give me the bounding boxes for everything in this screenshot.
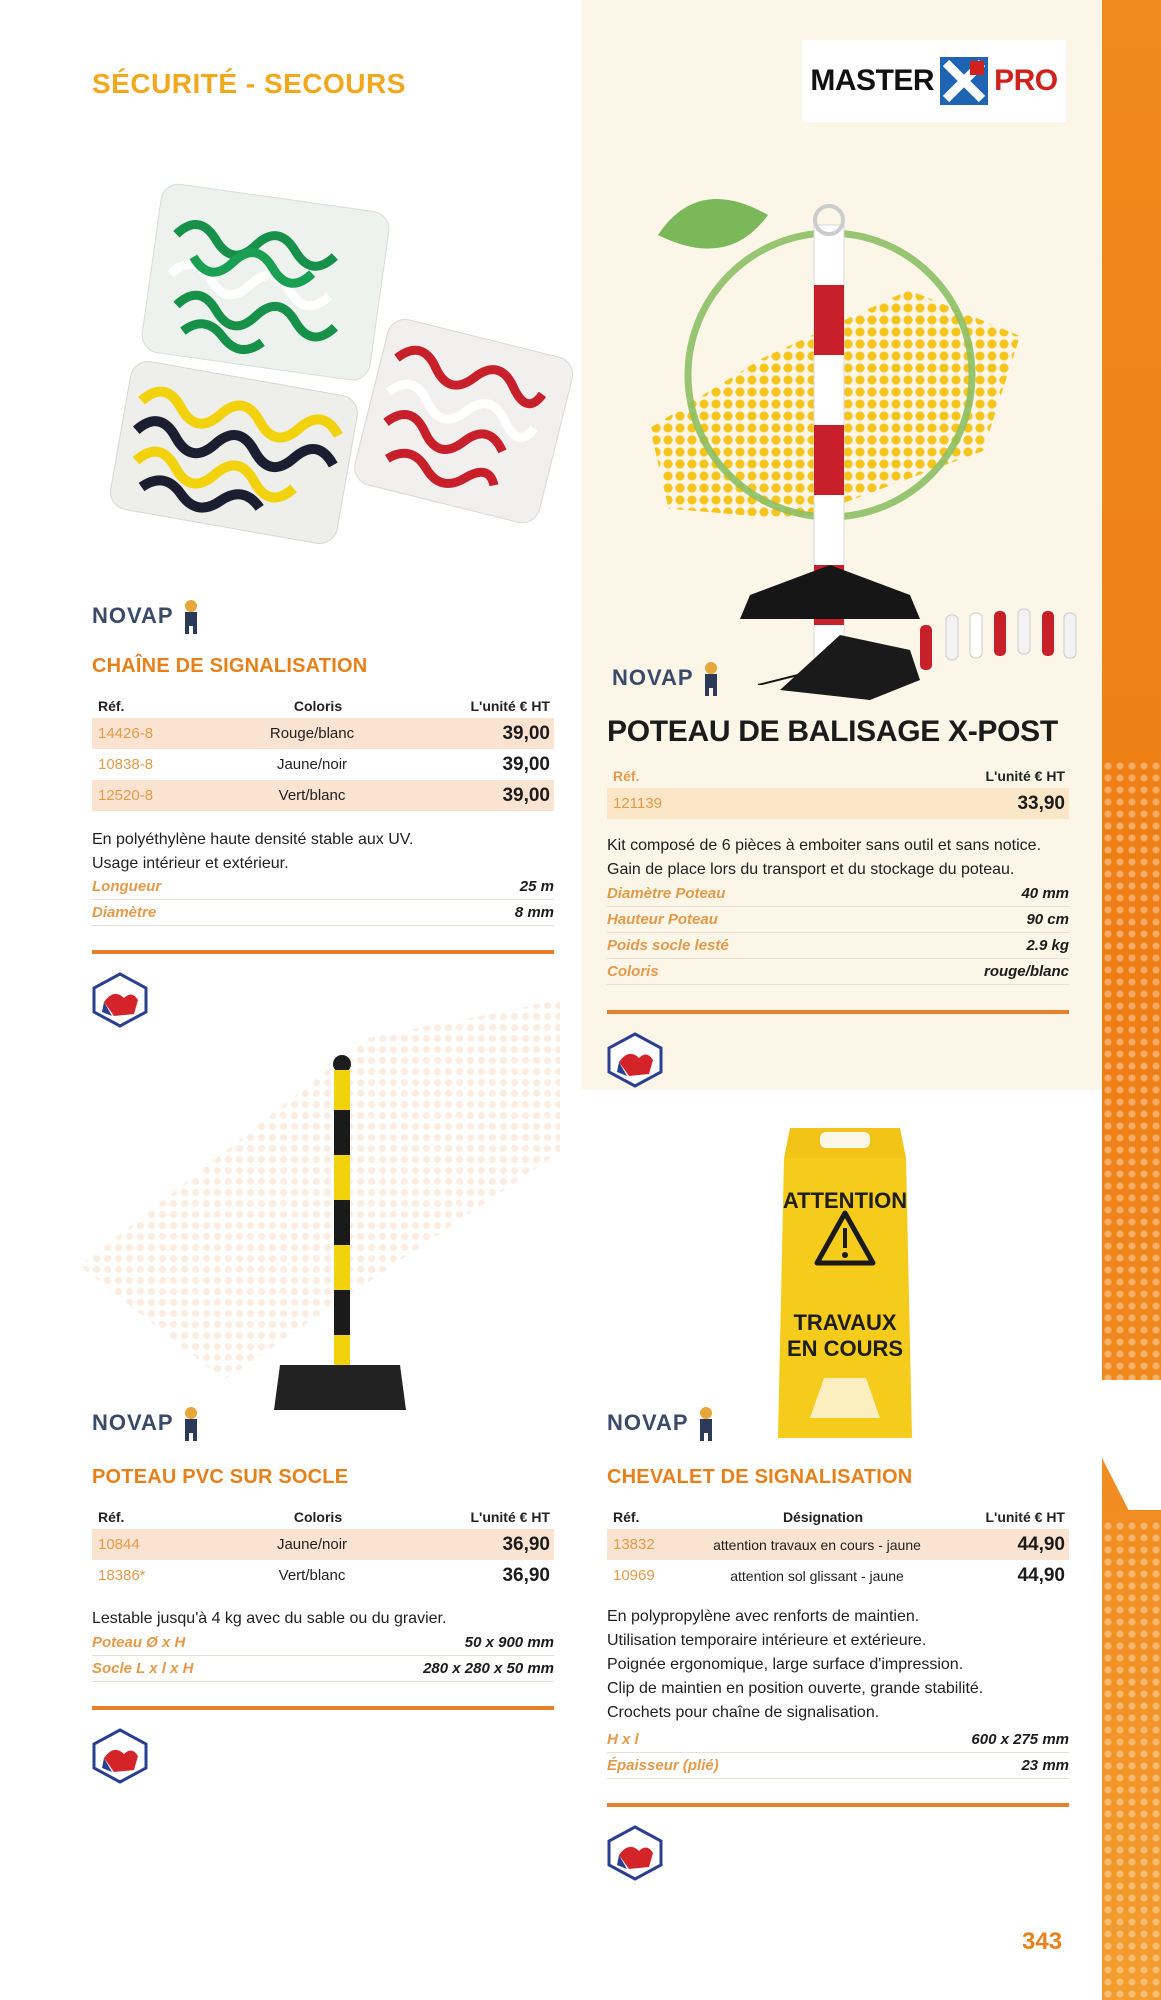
spec-key: Longueur — [92, 878, 162, 895]
spec-key: Poteau Ø x H — [92, 1634, 186, 1651]
made-in-france-badge-icon — [607, 1825, 663, 1881]
row-price: 44,90 — [1017, 1533, 1065, 1555]
spec-row — [92, 1630, 554, 1656]
desc-line: Clip de maintien en position ouverte, grande stabilité. — [607, 1680, 984, 1697]
table-row — [92, 1529, 554, 1560]
row-price: 36,90 — [502, 1533, 550, 1555]
desc-chaine — [92, 828, 554, 876]
desc-line: Utilisation temporaire intérieure et extérieure. — [607, 1632, 927, 1649]
logo-master-text: MASTER — [810, 64, 935, 97]
table-row — [92, 780, 554, 811]
row-price: 39,00 — [502, 753, 550, 775]
desc-line: En polyéthylène haute densité stable aux UV. — [92, 831, 414, 848]
spec-row — [92, 1656, 554, 1682]
desc-line: Gain de place lors du transport et du stockage du poteau. — [607, 861, 1015, 878]
made-in-france-badge-icon — [92, 972, 148, 1028]
header-price: L'unité € HT — [985, 1509, 1065, 1525]
desc-xpost — [607, 834, 1077, 882]
row-price: 36,90 — [502, 1564, 550, 1586]
table-row — [607, 788, 1069, 819]
spec-row — [607, 881, 1069, 907]
row-ref: 14426-8 — [98, 725, 154, 742]
spec-value: 50 x 900 mm — [464, 1634, 554, 1651]
novap-logo-text: NOVAP — [92, 1410, 174, 1435]
table-row — [607, 1529, 1069, 1560]
header-price: L'unité € HT — [470, 698, 550, 714]
xpost-parts-photo — [770, 595, 1090, 705]
title-chaine: CHAÎNE DE SIGNALISATION — [92, 655, 368, 677]
row-ref: 18386* — [98, 1567, 146, 1584]
row-price: 39,00 — [502, 784, 550, 806]
header-ref: Réf. — [98, 698, 125, 714]
novap-mascot-icon — [180, 598, 202, 634]
spec-value: rouge/blanc — [983, 963, 1069, 980]
strip-dot-pattern — [1102, 760, 1161, 1380]
header-price: L'unité € HT — [470, 1509, 550, 1525]
spec-value: 25 m — [519, 878, 554, 895]
logo-pro-text: PRO — [994, 64, 1058, 97]
spec-value: 280 x 280 x 50 mm — [423, 1660, 554, 1677]
spec-row — [607, 907, 1069, 933]
row-coloris: Jaune/noir — [276, 1536, 348, 1553]
spec-value: 2.9 kg — [1026, 937, 1069, 954]
table-xpost — [607, 764, 1069, 819]
table-row — [92, 1560, 554, 1591]
row-price: 33,90 — [1017, 792, 1065, 814]
table-row — [92, 749, 554, 780]
poteau-pvc-photo — [270, 1050, 420, 1410]
spec-key: Poids socle lesté — [607, 937, 729, 954]
row-ref: 10838-8 — [98, 756, 154, 773]
table-chevalet — [607, 1505, 1069, 1591]
row-designation: attention travaux en cours - jaune — [713, 1536, 921, 1553]
row-ref: 12520-8 — [98, 787, 154, 804]
row-coloris: Rouge/blanc — [269, 725, 355, 742]
novap-logo-chevalet — [607, 1405, 717, 1441]
desc-line: Crochets pour chaîne de signalisation. — [607, 1704, 880, 1721]
row-coloris: Jaune/noir — [276, 756, 348, 773]
row-price: 44,90 — [1017, 1564, 1065, 1586]
novap-mascot-icon — [695, 1405, 717, 1441]
spec-key: Diamètre — [92, 904, 157, 921]
logo-cross-icon — [940, 57, 988, 105]
spec-key: Épaisseur (plié) — [607, 1757, 719, 1774]
row-price: 39,00 — [502, 722, 550, 744]
header-price: L'unité € HT — [985, 768, 1065, 784]
spec-value: 23 mm — [1021, 1757, 1069, 1774]
spec-row — [607, 1753, 1069, 1779]
spec-key: Coloris — [607, 963, 659, 980]
row-coloris: Vert/blanc — [278, 787, 346, 804]
divider-rule — [607, 1010, 1069, 1014]
spec-value: 90 cm — [1026, 911, 1069, 928]
sign-text-attention: ATTENTION — [782, 1188, 908, 1213]
spec-key: Hauteur Poteau — [607, 911, 718, 928]
table-header — [92, 1505, 554, 1529]
table-chaine — [92, 694, 554, 811]
row-designation: attention sol glissant - jaune — [730, 1567, 904, 1584]
header-coloris: Coloris — [293, 698, 343, 714]
novap-logo-text: NOVAP — [607, 1410, 689, 1435]
table-poteau-pvc — [92, 1505, 554, 1591]
divider-rule — [92, 950, 554, 954]
table-row — [92, 718, 554, 749]
spec-row — [607, 933, 1069, 959]
table-header — [607, 1505, 1069, 1529]
desc-line: Poignée ergonomique, large surface d'impression. — [607, 1656, 964, 1673]
masterpro-logo — [802, 40, 1066, 122]
header-ref: Réf. — [613, 768, 640, 784]
row-ref: 10969 — [613, 1567, 655, 1584]
side-color-strip — [1102, 0, 1161, 2000]
section-title: SÉCURITÉ - SECOURS — [92, 68, 406, 99]
spec-value: 40 mm — [1021, 885, 1069, 902]
novap-logo-text: NOVAP — [612, 665, 694, 690]
spec-row — [607, 1727, 1069, 1753]
novap-mascot-icon — [180, 1405, 202, 1441]
novap-logo-xpost — [612, 660, 722, 696]
header-coloris: Coloris — [293, 1509, 343, 1525]
sign-text-travaux: TRAVAUX — [793, 1310, 897, 1335]
sign-text-en-cours: EN COURS — [786, 1336, 904, 1361]
spec-row — [607, 959, 1069, 985]
divider-rule — [607, 1803, 1069, 1807]
spec-key: Diamètre Poteau — [607, 885, 726, 902]
title-xpost: POTEAU DE BALISAGE X-POST — [607, 715, 1058, 748]
spec-key: H x l — [607, 1731, 639, 1748]
novap-logo-poteau — [92, 1405, 202, 1441]
row-ref: 10844 — [98, 1536, 140, 1553]
desc-poteau-pvc — [92, 1607, 554, 1631]
spec-value: 8 mm — [514, 904, 554, 921]
header-ref: Réf. — [98, 1509, 125, 1525]
spec-row — [92, 900, 554, 926]
chain-bags-photo — [100, 175, 580, 555]
page-number: 343 — [1022, 1928, 1063, 1955]
made-in-france-badge-icon — [92, 1728, 148, 1784]
made-in-france-badge-icon — [607, 1032, 663, 1088]
row-ref: 13832 — [613, 1536, 655, 1553]
header-designation: Désignation — [782, 1509, 864, 1525]
header-ref: Réf. — [613, 1509, 640, 1525]
chevalet-photo — [770, 1118, 920, 1438]
spec-value: 600 x 275 mm — [971, 1731, 1069, 1748]
desc-line: Lestable jusqu'à 4 kg avec du sable ou du gravier. — [92, 1610, 447, 1627]
desc-line: En polypropylène avec renforts de maintien. — [607, 1608, 920, 1625]
spec-key: Socle L x l x H — [92, 1660, 194, 1677]
table-row — [607, 1560, 1069, 1591]
title-poteau-pvc: POTEAU PVC SUR SOCLE — [92, 1466, 349, 1488]
desc-chevalet — [607, 1605, 1069, 1725]
title-chevalet: CHEVALET DE SIGNALISATION — [607, 1466, 913, 1488]
table-header — [607, 764, 1069, 788]
desc-line: Usage intérieur et extérieur. — [92, 855, 289, 872]
novap-logo-chaine — [92, 598, 202, 634]
row-coloris: Vert/blanc — [278, 1567, 346, 1584]
row-ref: 121139 — [613, 795, 662, 812]
desc-line: Kit composé de 6 pièces à emboiter sans outil et sans notice. — [607, 837, 1042, 854]
strip-dot-pattern-lower — [1102, 1520, 1161, 2000]
divider-rule — [92, 1706, 554, 1710]
table-header — [92, 694, 554, 718]
novap-mascot-icon — [700, 660, 722, 696]
spec-row — [92, 874, 554, 900]
novap-logo-text: NOVAP — [92, 603, 174, 628]
